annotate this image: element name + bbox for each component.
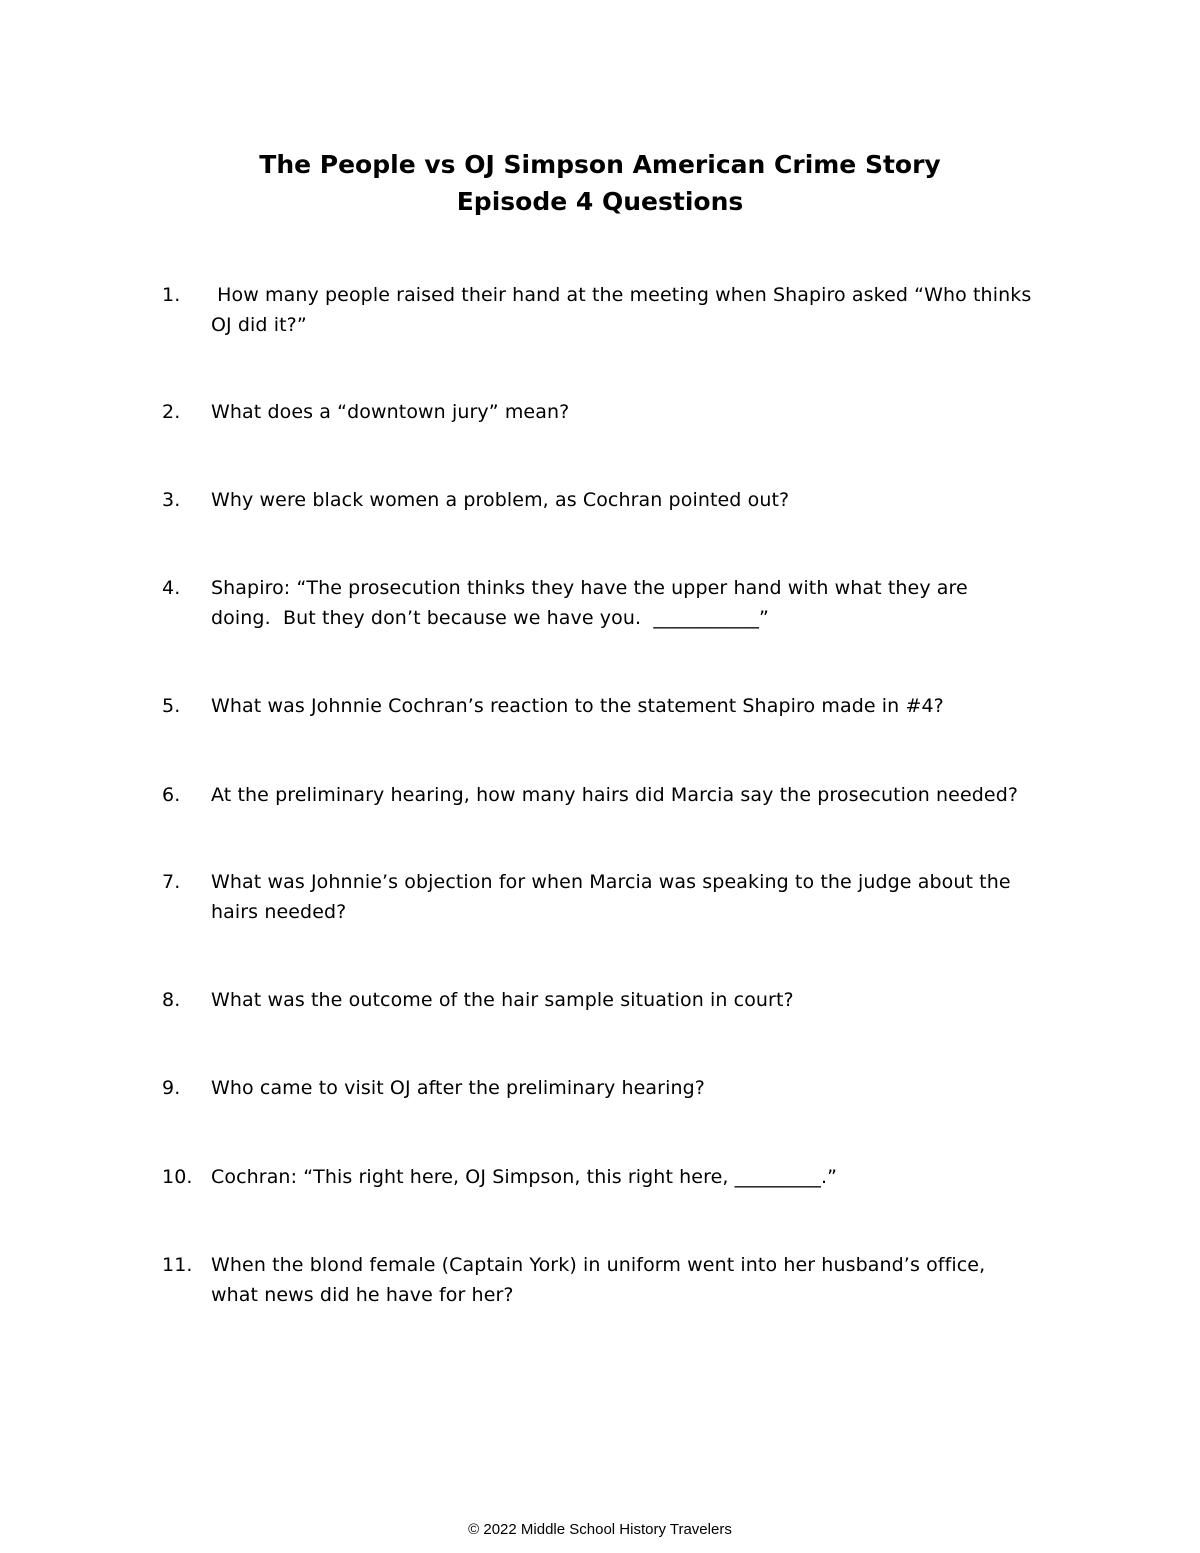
question-10 <box>162 1162 1082 1192</box>
question-text-line: What does a “downtown jury” mean? <box>211 401 570 423</box>
question-text-line: When the blond female (Captain York) in uniform went into her husband’s office, <box>211 1254 986 1276</box>
question-6 <box>162 780 1082 810</box>
question-11 <box>162 1250 1082 1310</box>
question-7 <box>162 867 1082 927</box>
question-1 <box>162 280 1082 340</box>
question-text-line: What was the outcome of the hair sample situation in court? <box>211 989 794 1011</box>
question-number: 4. <box>162 577 181 599</box>
title-line-1: The People vs OJ Simpson American Crime Story <box>259 150 941 179</box>
copyright-footer: © 2022 Middle School History Travelers <box>468 1521 732 1538</box>
question-number: 5. <box>162 695 181 717</box>
question-text-line: What was Johnnie’s objection for when Marcia was speaking to the judge about the <box>211 871 1011 893</box>
question-text-line: What was Johnnie Cochran’s reaction to the statement Shapiro made in #4? <box>211 695 944 717</box>
question-8 <box>162 985 1082 1015</box>
question-text-line: Who came to visit OJ after the preliminary hearing? <box>211 1077 705 1099</box>
question-number: 2. <box>162 401 181 423</box>
question-text-line: Why were black women a problem, as Cochran pointed out? <box>211 489 790 511</box>
question-5 <box>162 691 1082 721</box>
question-number: 1. <box>162 284 181 306</box>
question-number: 6. <box>162 784 181 806</box>
title-line-2: Episode 4 Questions <box>456 187 744 216</box>
question-number: 7. <box>162 871 181 893</box>
question-number: 11. <box>162 1254 193 1276</box>
question-text-line: How many people raised their hand at the meeting when Shapiro asked “Who thinks <box>211 284 1032 306</box>
question-4 <box>162 573 1082 633</box>
question-2 <box>162 397 1082 427</box>
question-text-line: OJ did it?” <box>211 314 307 336</box>
worksheet-title <box>0 146 1200 220</box>
question-number: 9. <box>162 1077 181 1099</box>
question-number: 8. <box>162 989 181 1011</box>
question-9 <box>162 1073 1082 1103</box>
question-text-line: At the preliminary hearing, how many hairs did Marcia say the prosecution needed? <box>211 784 1019 806</box>
question-text-line: Cochran: “This right here, OJ Simpson, this right here, _________.” <box>211 1166 838 1188</box>
question-text-line: doing. But they don’t because we have you. ___________” <box>211 607 769 629</box>
question-text-line: Shapiro: “The prosecution thinks they have the upper hand with what they are <box>211 577 968 599</box>
question-number: 10. <box>162 1166 193 1188</box>
question-3 <box>162 485 1082 515</box>
question-text-line: what news did he have for her? <box>211 1284 514 1306</box>
question-text-line: hairs needed? <box>211 901 347 923</box>
question-number: 3. <box>162 489 181 511</box>
